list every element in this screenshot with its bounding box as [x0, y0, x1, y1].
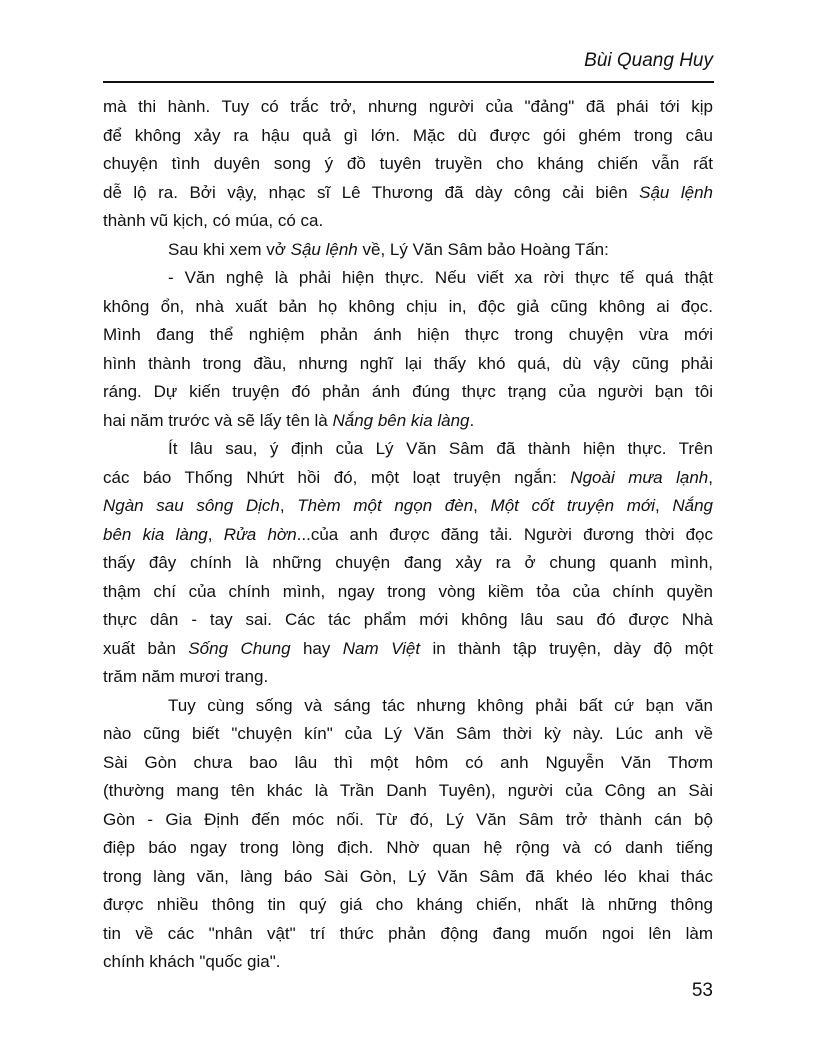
- text-run: - Văn nghệ là phải hiện thực. Nếu viết xa rời thực tế quá thật: [168, 268, 713, 288]
- running-head-author: Bùi Quang Huy: [584, 50, 713, 71]
- text-line: [103, 207, 713, 236]
- text-run: (thường mang tên khác là Trần Danh Tuyên), người của Công an Sài: [103, 781, 713, 801]
- text-run: Mình đang thể nghiệm phản ánh hiện thực trong chuyện vừa mới: [103, 325, 713, 345]
- text-run: ,: [654, 496, 673, 516]
- text-line: [103, 806, 713, 835]
- text-run: các báo Thống Nhứt hồi đó, một loạt truyện ngắn:: [103, 467, 571, 487]
- italic-title: Một cốt truyện mới: [490, 496, 655, 516]
- text-run: in thành tập truyện, dày độ một: [420, 638, 713, 658]
- italic-title: Sậu lệnh: [290, 239, 358, 259]
- text-line: [103, 464, 713, 493]
- text-run: hai năm trước và sẽ lấy tên là: [103, 410, 333, 430]
- text-run: hay: [290, 638, 343, 658]
- text-line: [103, 150, 713, 179]
- text-line: [103, 891, 713, 920]
- text-line: [103, 549, 713, 578]
- italic-title: Rửa hờn: [223, 524, 297, 544]
- page-number: 53: [691, 980, 713, 1001]
- italic-title: Nắng bên kia làng: [332, 410, 470, 430]
- text-line: [103, 293, 713, 322]
- text-run: thực dân - tay sai. Các tác phẩm mới không lâu sau đó được Nhà: [103, 610, 713, 630]
- text-line: [103, 321, 713, 350]
- text-run: dễ lộ ra. Bởi vậy, nhạc sĩ Lê Thương đã dày công cải biên: [103, 182, 640, 202]
- italic-title: Ngàn sau sông Dịch: [103, 496, 280, 516]
- text-line: [103, 578, 713, 607]
- text-run: Tuy cùng sống và sáng tác nhưng không phải bất cứ bạn văn: [168, 695, 713, 715]
- text-run: ráng. Dự kiến truyện đó phản ánh đúng thực trạng của người bạn tôi: [103, 382, 713, 402]
- text-line: [103, 606, 713, 635]
- body-text: [103, 93, 713, 977]
- text-run: Ít lâu sau, ý định của Lý Văn Sâm đã thành hiện thực. Trên: [168, 439, 713, 459]
- text-line: [103, 948, 713, 977]
- text-run: thậm chí của chính mình, ngay trong vòng kiềm tỏa của chính quyền: [103, 581, 713, 601]
- text-run: ...của anh được đăng tải. Người đương thời đọc: [296, 524, 714, 544]
- text-line: [103, 749, 713, 778]
- text-line: [103, 350, 713, 379]
- text-run: hình thành trong đầu, nhưng nghĩ lại thấy khó quá, dù vậy cũng phải: [103, 353, 713, 373]
- text-line: [103, 777, 713, 806]
- text-run: trăm năm mươi trang.: [103, 667, 269, 687]
- text-run: tin về các "nhân vật" trí thức phản động đang muốn ngoi lên làm: [103, 923, 713, 943]
- text-run: trong làng văn, làng báo Sài Gòn, Lý Văn Sâm đã khéo léo khai thác: [103, 866, 713, 886]
- text-run: mà thi hành. Tuy có trắc trở, nhưng người của "đảng" đã phái tới kịp: [103, 97, 713, 116]
- text-run: ,: [473, 496, 491, 516]
- italic-title: Nam Việt: [342, 638, 421, 658]
- text-line: [103, 264, 713, 293]
- text-line: [103, 692, 713, 721]
- text-line: [103, 663, 713, 692]
- text-line: [103, 521, 713, 550]
- text-run: chuyện tình duyên song ý đồ tuyên truyền cho kháng chiến vẫn rất: [103, 154, 713, 174]
- text-line: [103, 863, 713, 892]
- text-run: để không xảy ra hậu quả gì lớn. Mặc dù được gói ghém trong câu: [103, 125, 713, 145]
- text-run: nào cũng biết "chuyện kín" của Lý Văn Sâm thời kỳ này. Lúc anh về: [103, 724, 713, 744]
- text-run: Gòn - Gia Định đến móc nối. Từ đó, Lý Văn Sâm trở thành cán bộ: [103, 809, 713, 829]
- text-line: [103, 236, 713, 265]
- text-run: ,: [708, 467, 713, 487]
- text-line: [103, 407, 713, 436]
- italic-title: Nắng: [672, 496, 713, 516]
- italic-title: Thèm một ngọn đèn: [297, 496, 474, 516]
- text-line: [103, 378, 713, 407]
- text-run: không ổn, nhà xuất bản họ không chịu in, độc giả cũng không ai đọc.: [103, 296, 713, 316]
- text-run: .: [469, 410, 475, 430]
- text-line: [103, 834, 713, 863]
- text-line: [103, 635, 713, 664]
- header-rule: [103, 81, 714, 83]
- text-run: thành vũ kịch, có múa, có ca.: [103, 211, 324, 231]
- italic-title: Ngoài mưa lạnh: [570, 467, 709, 487]
- text-run: xuất bản: [103, 638, 189, 658]
- text-run: về, Lý Văn Sâm bảo Hoàng Tấn:: [357, 239, 609, 259]
- text-line: [103, 122, 713, 151]
- text-run: điệp báo ngay trong lòng địch. Nhờ quan hệ rộng và có danh tiếng: [103, 838, 713, 858]
- text-line: [103, 435, 713, 464]
- text-run: chính khách "quốc gia".: [103, 952, 281, 972]
- text-run: ,: [279, 496, 298, 516]
- text-run: ,: [207, 524, 224, 544]
- text-line: [103, 179, 713, 208]
- text-run: Sài Gòn chưa bao lâu thì một hôm có anh Nguyễn Văn Thơm: [103, 752, 713, 772]
- italic-title: Sậu lệnh: [639, 182, 713, 202]
- text-line: [103, 492, 713, 521]
- text-line: [103, 720, 713, 749]
- text-run: thấy đây chính là những chuyện đang xảy ra ở chung quanh mình,: [103, 553, 713, 573]
- italic-title: Sống Chung: [188, 638, 291, 658]
- italic-title: bên kia làng: [103, 524, 208, 544]
- text-line: [103, 93, 713, 122]
- text-run: được nhiều thông tin quý giá cho kháng chiến, nhất là những thông: [103, 895, 713, 915]
- text-run: Sau khi xem vở: [168, 239, 291, 259]
- text-line: [103, 920, 713, 949]
